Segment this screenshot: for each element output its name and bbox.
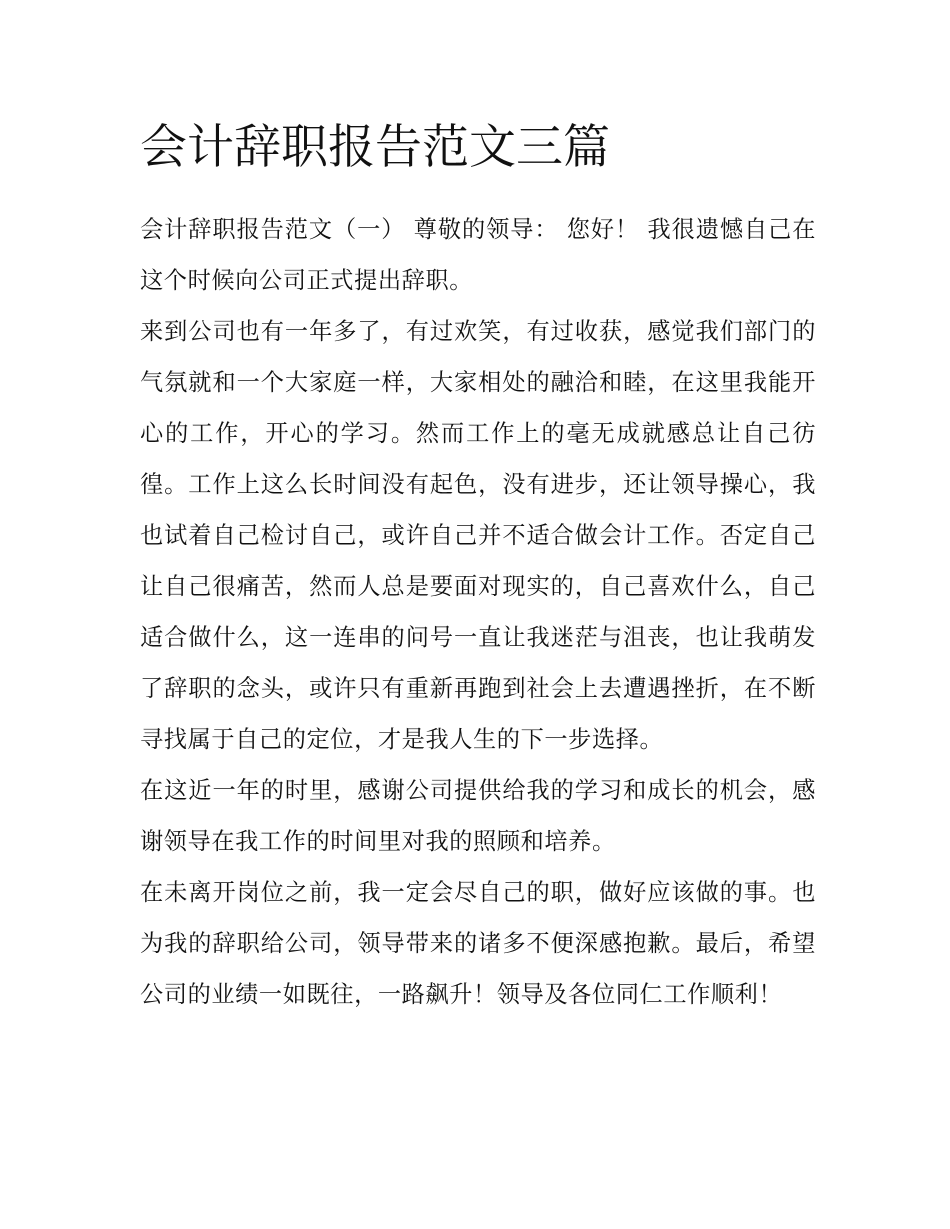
paragraph-thanks: 在这近一年的时里，感谢公司提供给我的学习和成长的机会，感谢领导在我工作的时间里对我的照顾和培养。 [140, 777, 816, 855]
paragraph-reason: 来到公司也有一年多了，有过欢笑，有过收获，感觉我们部门的气氛就和一个大家庭一样，大家相处的融洽和睦，在这里我能开心的工作，开心的学习。然而工作上的毫无成就感总让自己彷徨。工作上这么长时间没有起色，没有进步，还让领导操心，我也试着自己检讨自己，或许自己并不适合做会计工作。否定自己让自己很痛苦，然而人总是要面对现实的，自己喜欢什么，自己适合做什么，这一连串的问号一直让我迷茫与沮丧，也让我萌发了辞职的念头，或许只有重新再跑到社会上去遭遇挫折，在不断寻找属于自己的定位，才是我人生的下一步选择。 [140, 318, 816, 753]
document-title: 会计辞职报告范文三篇 [140, 120, 610, 175]
paragraph-intro: 会计辞职报告范文（一） 尊敬的领导： 您好！ 我很遗憾自己在这个时候向公司正式提出辞职。 [140, 216, 816, 294]
paragraph-closing: 在未离开岗位之前，我一定会尽自己的职，做好应该做的事。也为我的辞职给公司，领导带来的诸多不便深感抱歉。最后，希望公司的业绩一如既往，一路飙升！领导及各位同仁工作顺利！ [140, 879, 816, 1008]
document-body [140, 204, 816, 1020]
